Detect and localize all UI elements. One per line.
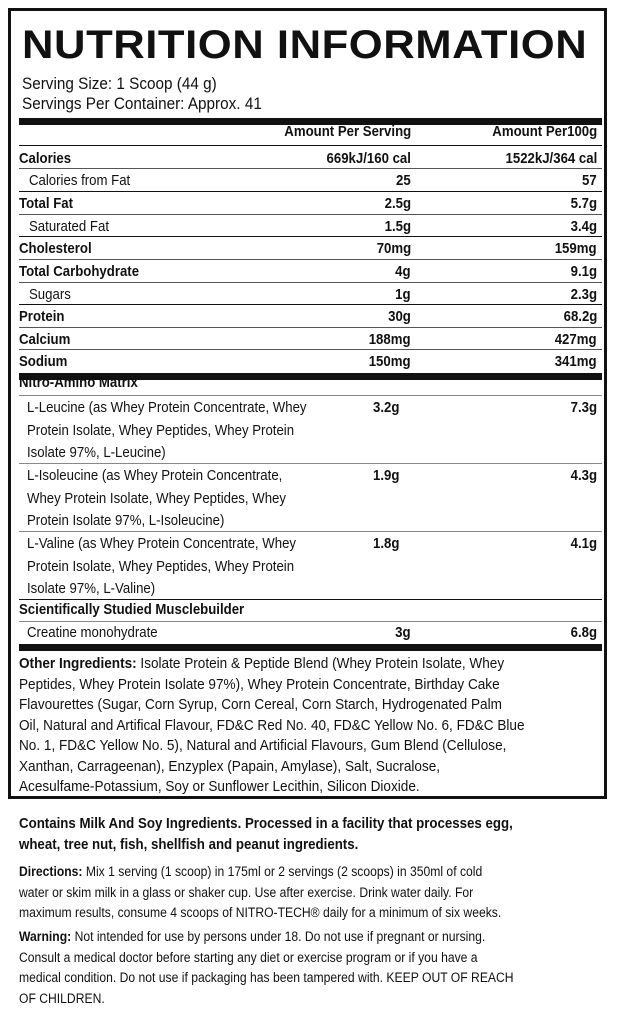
directions-label: Directions: — [19, 864, 83, 879]
header-per-serving: Amount Per Serving — [284, 123, 411, 140]
nutrient-per-100g: 159mg — [555, 240, 597, 257]
nutrient-name: Calcium — [19, 331, 71, 348]
creatine-name: Creatine monohydrate — [27, 624, 158, 641]
musclebuilder-heading: Scientifically Studied Musclebuilder — [19, 601, 245, 618]
row-divider — [19, 214, 602, 215]
nutrient-per-100g: 3.4g — [570, 218, 597, 235]
warning-line-2: Consult a medical doctor before starting any diet or exercise program or if you have a — [19, 949, 478, 965]
nutrient-per-serving: 188mg — [369, 331, 411, 348]
nutrient-per-serving: 150mg — [369, 353, 411, 370]
warning — [19, 927, 595, 1009]
nutrient-per-100g: 427mg — [555, 331, 597, 348]
other-ingredients — [19, 654, 562, 798]
matrix-ingredient-line: Protein Isolate, Whey Peptides, Whey Protein — [27, 421, 295, 439]
nutrient-per-100g: 1522kJ/364 cal — [505, 150, 597, 167]
matrix-per-100g: 4.1g — [570, 535, 597, 552]
nutrient-per-100g: 5.7g — [570, 195, 597, 212]
nutrient-per-serving: 4g — [395, 263, 411, 280]
directions-line-1: Mix 1 serving (1 scoop) in 175ml or 2 servings (2 scoops) in 350ml of cold — [82, 864, 483, 879]
allergen-line-2: wheat, tree nut, fish, shellfish and peanut ingredients. — [19, 835, 359, 853]
nutrient-per-serving: 2.5g — [384, 195, 411, 212]
matrix-per-100g: 4.3g — [570, 467, 597, 484]
other-ingredients-line-2: Peptides, Whey Protein Isolate 97%), Whey Protein Concentrate, Birthday Cake — [19, 675, 500, 693]
nutrient-per-serving: 669kJ/160 cal — [326, 150, 411, 167]
matrix-row-divider — [19, 531, 602, 532]
header-per-100g: Amount Per100g — [492, 123, 597, 140]
nutrient-per-100g: 57 — [582, 172, 597, 189]
matrix-ingredient-line: Protein Isolate 97%, L-Isoleucine) — [27, 512, 225, 529]
matrix-divider — [19, 395, 602, 396]
creatine-per100: 6.8g — [570, 624, 597, 641]
nutrient-per-serving: 1.5g — [384, 218, 411, 235]
matrix-ingredient-line: L-Isoleucine (as Whey Protein Concentrate, — [27, 467, 283, 484]
nutrient-name: Calories from Fat — [29, 172, 131, 189]
row-divider — [19, 236, 602, 237]
nutrient-per-serving: 25 — [396, 172, 411, 189]
creatine-serving: 3g — [395, 624, 411, 641]
matrix-ingredient-line: Isolate 97%, L-Valine) — [27, 580, 156, 597]
matrix-row-divider — [19, 463, 602, 464]
row-divider — [19, 259, 602, 260]
warning-line-3: medical condition. Do not use if packaging has been tampered with. KEEP OUT OF REACH — [19, 970, 514, 985]
thick-divider-bottom — [19, 644, 602, 651]
nutrient-per-100g: 341mg — [555, 353, 597, 370]
nutrient-name: Sodium — [19, 353, 68, 370]
nutrient-name: Sugars — [29, 286, 71, 303]
header-divider — [19, 145, 602, 146]
directions — [19, 862, 595, 924]
nutrition-panel — [8, 8, 607, 799]
other-ingredients-line-4: Oil, Natural and Artifical Flavour, FD&C Red No. 40, FD&C Yellow No. 6, FD&C Blue — [19, 716, 525, 734]
nutrient-per-serving: 1g — [395, 286, 411, 303]
warning-label: Warning: — [19, 929, 72, 944]
nutrient-per-serving: 30g — [388, 308, 411, 325]
matrix-ingredient-line: Protein Isolate, Whey Peptides, Whey Protein — [27, 557, 295, 575]
panel-title: NUTRITION INFORMATION — [22, 23, 588, 67]
nutrient-name: Total Fat — [19, 195, 74, 212]
row-divider — [19, 349, 602, 350]
nutrient-per-serving: 70mg — [376, 240, 411, 257]
row-divider — [19, 168, 602, 169]
allergen-statement — [19, 814, 568, 855]
serving-size: Serving Size: 1 Scoop (44 g) — [22, 74, 217, 93]
row-divider — [19, 327, 602, 328]
nutrient-name: Protein — [19, 308, 65, 325]
warning-line-1: Not intended for use by persons under 18. Do not use if pregnant or nursing. — [71, 929, 486, 944]
nutrient-per-100g: 2.3g — [570, 286, 597, 303]
matrix-ingredient-line: L-Valine (as Whey Protein Concentrate, Whey — [27, 535, 297, 552]
other-ingredients-line-7: Acesulfame-Potassium, Soy or Sunflower Lecithin, Silicon Dioxide. — [19, 778, 420, 795]
matrix-ingredient-line: L-Leucine (as Whey Protein Concentrate, Whey — [27, 399, 307, 416]
matrix-per-serving: 1.8g — [373, 535, 400, 552]
nutrient-per-100g: 68.2g — [563, 308, 597, 325]
nutrient-name: Total Carbohydrate — [19, 263, 140, 280]
other-ingredients-line-3: Flavourettes (Sugar, Corn Syrup, Corn Cereal, Corn Starch, Hydrogenated Palm — [19, 696, 502, 713]
row-divider — [19, 304, 602, 305]
row-divider — [19, 191, 602, 192]
nutrient-name: Cholesterol — [19, 240, 92, 257]
other-ingredients-line-6: Xanthan, Carrageenan), Enzyplex (Papain, Amylase), Salt, Sucralose, — [19, 757, 441, 775]
nutrient-per-100g: 9.1g — [570, 263, 597, 280]
other-ingredients-label: Other Ingredients: — [19, 655, 137, 672]
matrix-ingredient-line: Whey Protein Isolate, Whey Peptides, Whey — [27, 489, 286, 507]
other-ingredients-line-1: Isolate Protein & Peptide Blend (Whey Protein Isolate, Whey — [136, 655, 505, 672]
nutrient-name: Saturated Fat — [29, 218, 109, 235]
matrix-per-serving: 1.9g — [373, 467, 400, 484]
warning-line-4: OF CHILDREN. — [19, 990, 105, 1006]
matrix-per-serving: 3.2g — [373, 399, 400, 416]
nutrient-name: Calories — [19, 150, 72, 167]
matrix-ingredient-line: Isolate 97%, L-Leucine) — [27, 444, 166, 461]
directions-line-3: maximum results, consume 4 scoops of NITRO-TECH® daily for a minimum of six weeks. — [19, 905, 502, 920]
row-divider — [19, 282, 602, 283]
servings-per-container: Servings Per Container: Approx. 41 — [22, 94, 262, 113]
matrix-per-100g: 7.3g — [570, 399, 597, 416]
other-ingredients-line-5: No. 1, FD&C Yellow No. 5), Natural and Artificial Flavours, Gum Blend (Cellulose, — [19, 737, 507, 754]
matrix-heading: Nitro-Amino Matrix — [19, 374, 138, 391]
directions-line-2: water or skim milk in a glass or shaker cup. Use after exercise. Drink water daily. For — [19, 884, 474, 900]
allergen-line-1: Contains Milk And Soy Ingredients. Processed in a facility that processes egg, — [19, 815, 513, 832]
